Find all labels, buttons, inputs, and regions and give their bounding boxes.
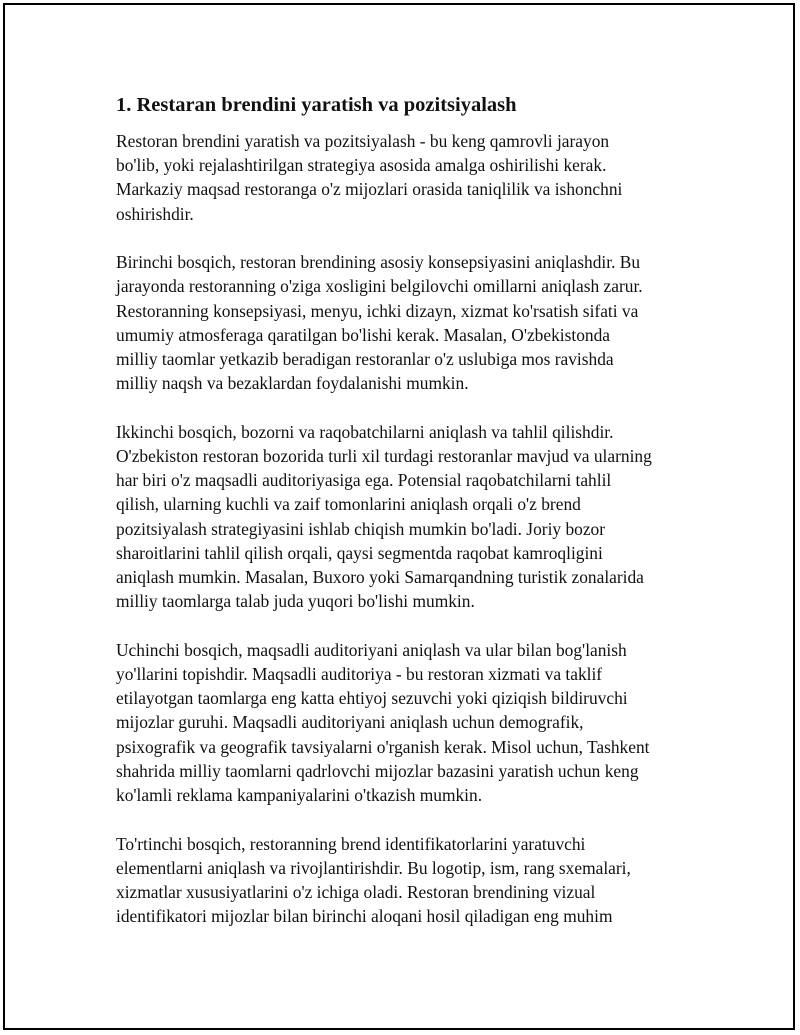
- text-line: yo'llarini topishdir. Maqsadli auditoriya - bu restoran xizmati va taklif: [116, 664, 603, 685]
- text-line: Ikkinchi bosqich, bozorni va raqobatchilarni aniqlash va tahlil qilishdir.: [116, 421, 614, 442]
- text-line: shahrida milliy taomlarni qadrlovchi mijozlar bazasini yaratish uchun keng: [116, 760, 639, 781]
- paragraph-intro: [116, 129, 696, 226]
- section-heading: 1. Restaran brendini yaratish va pozitsiyalash: [116, 94, 517, 116]
- text-line: ko'lamli reklama kampaniyalarini o'tkazish mumkin.: [116, 785, 483, 806]
- text-line: identifikatori mijozlar bilan birinchi aloqani hosil qiladigan eng muhim: [116, 906, 613, 927]
- text-line: To'rtinchi bosqich, restoranning brend identifikatorlarini yaratuvchi: [116, 833, 586, 854]
- text-line: psixografik va geografik tavsiyalarni o'rganish kerak. Misol uchun, Tashkent: [116, 736, 650, 757]
- text-line: aniqlash mumkin. Masalan, Buxoro yoki Samarqandning turistik zonalarida: [116, 567, 644, 588]
- text-line: etilayotgan taomlarga eng katta ehtiyoj sezuvchi yoki qiziqish bildiruvchi: [116, 688, 628, 709]
- paragraph-stage-3: [116, 638, 696, 807]
- paragraph-stage-1: [116, 250, 696, 395]
- text-line: oshirishdir.: [116, 203, 194, 224]
- text-line: bo'lib, yoki rejalashtirilgan strategiya asosida amalga oshirilishi kerak.: [116, 155, 607, 176]
- text-line: pozitsiyalash strategiyasini ishlab chiqish mumkin bo'ladi. Joriy bozor: [116, 518, 606, 539]
- text-line: elementlarni aniqlash va rivojlantirishdir. Bu logotip, ism, rang sxemalari,: [116, 857, 631, 878]
- text-line: Restoranning konsepsiyasi, menyu, ichki dizayn, xizmat ko'rsatish sifati va: [116, 300, 639, 321]
- text-line: xizmatlar xususiyatlarini o'z ichiga oladi. Restoran brendining vizual: [116, 882, 596, 903]
- text-line: Uchinchi bosqich, maqsadli auditoriyani aniqlash va ular bilan bog'lanish: [116, 639, 627, 660]
- text-line: Restoran brendini yaratish va pozitsiyalash - bu keng qamrovli jarayon: [116, 131, 610, 151]
- document-content: [116, 92, 696, 928]
- text-line: milliy taomlarga talab juda yuqori bo'lishi mumkin.: [116, 591, 475, 612]
- text-line: sharoitlarini tahlil qilish orqali, qaysi segmentda raqobat kamroqligini: [116, 542, 603, 563]
- text-line: mijozlar guruhi. Maqsadli auditoriyani aniqlash uchun demografik,: [116, 712, 584, 733]
- text-line: milliy naqsh va bezaklardan foydalanishi mumkin.: [116, 373, 469, 394]
- text-line: O'zbekiston restoran bozorida turli xil turdagi restoranlar mavjud va ularning: [116, 446, 652, 467]
- text-line: qilish, ularning kuchli va zaif tomonlarini aniqlash orqali o'z brend: [116, 494, 581, 515]
- text-line: Markaziy maqsad restoranga o'z mijozlari orasida taniqlilik va ishonchni: [116, 179, 623, 200]
- text-line: Birinchi bosqich, restoran brendining asosiy konsepsiyasini aniqlashdir. Bu: [116, 252, 641, 273]
- text-line: jarayonda restoranning o'ziga xosligini belgilovchi omillarni aniqlash zarur.: [116, 276, 643, 297]
- text-line: har biri o'z maqsadli auditoriyasiga ega. Potensial raqobatchilarni tahlil: [116, 470, 612, 491]
- paragraph-stage-4: [116, 832, 696, 929]
- text-line: umumiy atmosferaga qaratilgan bo'lishi kerak. Masalan, O'zbekistonda: [116, 324, 611, 345]
- paragraph-stage-2: [116, 420, 696, 614]
- text-line: milliy taomlar yetkazib beradigan restoranlar o'z uslubiga mos ravishda: [116, 349, 614, 370]
